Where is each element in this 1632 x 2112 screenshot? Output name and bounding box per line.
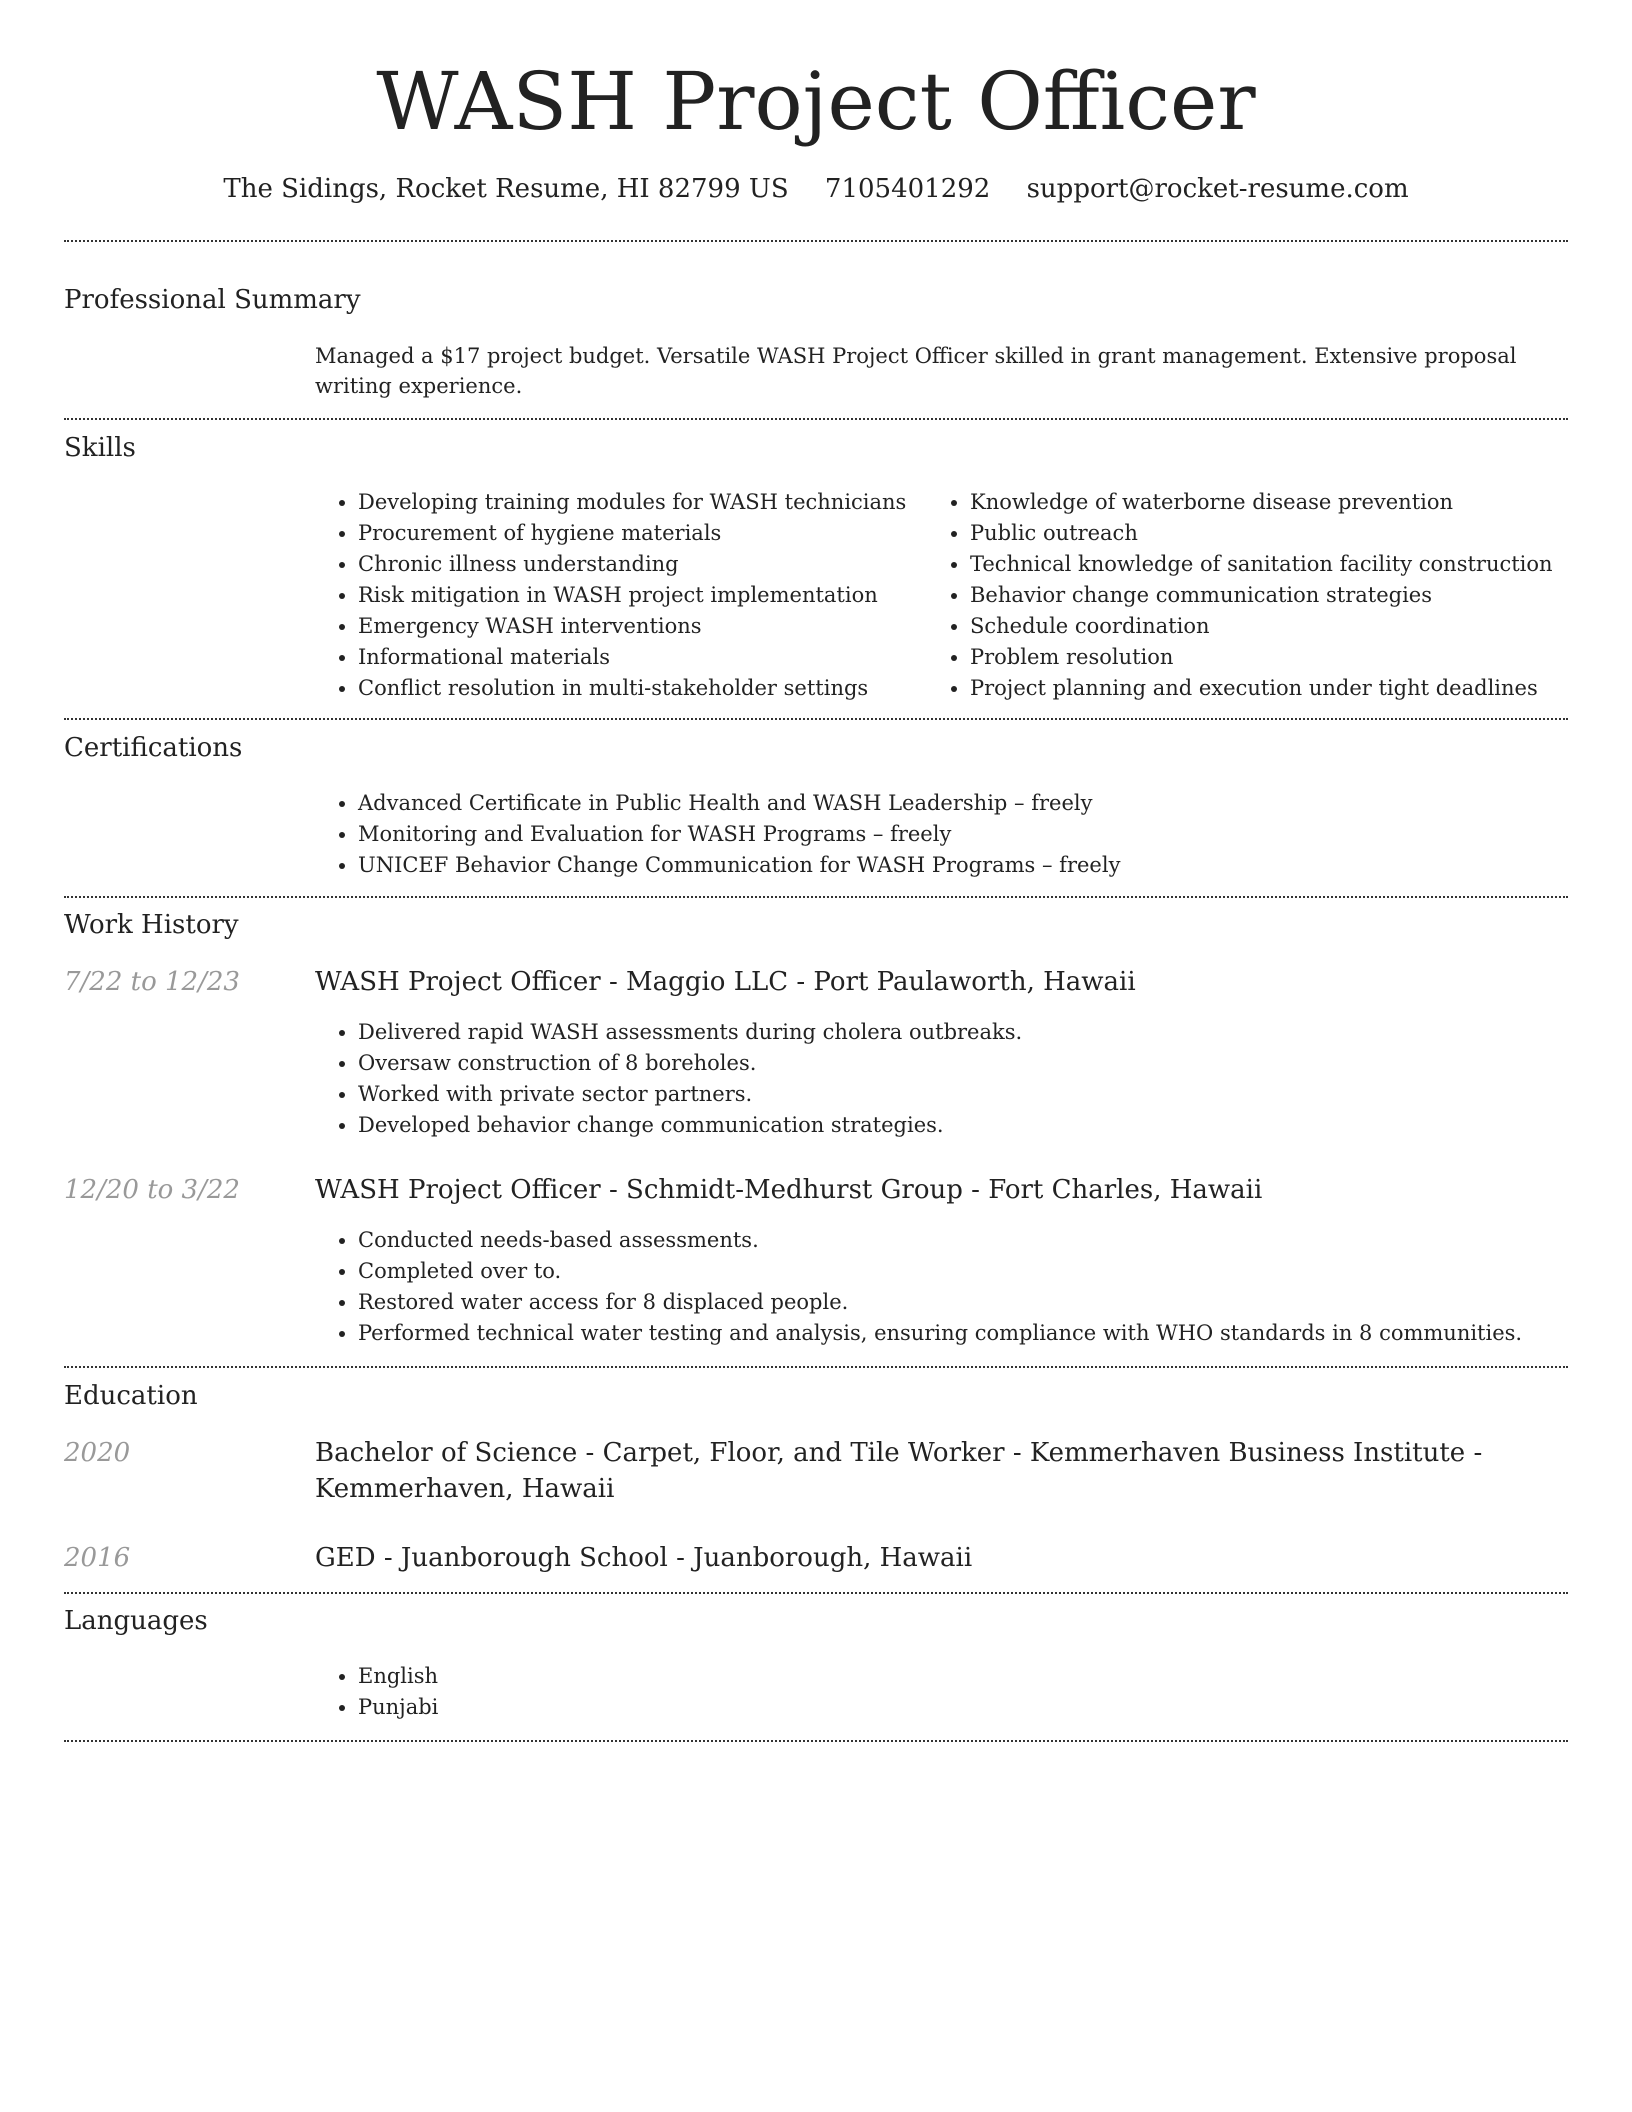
list-item: • Developing training modules for WASH technicians <box>358 487 906 518</box>
list-item: • Delivered rapid WASH assessments during cholera outbreaks. <box>358 1017 1022 1048</box>
divider <box>64 1592 1568 1594</box>
divider <box>64 418 1568 420</box>
list-item: • Behavior change communication strategies <box>970 580 1553 611</box>
skills-list-left <box>314 487 906 704</box>
education-entry: Bachelor of Science - Carpet, Floor, and Tile Worker - Kemmerhaven Business Institute - Kemmerhaven, Hawaii <box>315 1438 1483 1504</box>
list-item: • Informational materials <box>358 642 906 673</box>
section-title-languages: Languages <box>64 1606 208 1636</box>
education-year: 2016 <box>64 1543 131 1573</box>
list-item: • Monitoring and Evaluation for WASH Programs – freely <box>358 819 1120 850</box>
list-item: • Problem resolution <box>970 642 1553 673</box>
job-dates: 12/20 to 3/22 <box>64 1175 240 1205</box>
section-title-summary: Professional Summary <box>64 285 361 315</box>
list-item: • Risk mitigation in WASH project implementation <box>358 580 906 611</box>
list-item: • Chronic illness understanding <box>358 549 906 580</box>
list-item: • Restored water access for 8 displaced people. <box>358 1287 1522 1318</box>
list-item: • Punjabi <box>358 1692 438 1723</box>
contact-line <box>0 170 1632 208</box>
list-item: • Oversaw construction of 8 boreholes. <box>358 1048 1022 1079</box>
divider <box>64 1366 1568 1368</box>
list-item: • Procurement of hygiene materials <box>358 518 906 549</box>
list-item: • English <box>358 1661 438 1692</box>
contact-address: The Sidings, Rocket Resume, HI 82799 US <box>223 174 789 204</box>
job-bullets <box>314 1017 1022 1141</box>
list-item: • Completed over to. <box>358 1256 1522 1287</box>
education-entry: GED - Juanborough School - Juanborough, Hawaii <box>315 1543 973 1573</box>
languages-list <box>314 1661 438 1723</box>
list-item: • Knowledge of waterborne disease prevention <box>970 487 1553 518</box>
list-item: • Project planning and execution under tight deadlines <box>970 673 1553 704</box>
divider <box>64 1740 1568 1742</box>
contact-phone: 7105401292 <box>824 174 991 204</box>
list-item: • Developed behavior change communication strategies. <box>358 1110 1022 1141</box>
contact-email: support@rocket-resume.com <box>1026 174 1409 204</box>
section-title-certifications: Certifications <box>64 733 243 763</box>
divider <box>64 240 1568 242</box>
list-item: • Emergency WASH interventions <box>358 611 906 642</box>
list-item: • Conflict resolution in multi-stakeholder settings <box>358 673 906 704</box>
list-item: • UNICEF Behavior Change Communication for WASH Programs – freely <box>358 850 1120 881</box>
certifications-list <box>314 788 1120 881</box>
summary-text: Managed a $17 project budget. Versatile WASH Project Officer skilled in grant management. Extensive proposal writing experience. <box>315 344 1517 398</box>
skills-list-right <box>926 487 1553 704</box>
list-item: • Schedule coordination <box>970 611 1553 642</box>
list-item: • Advanced Certificate in Public Health and WASH Leadership – freely <box>358 788 1120 819</box>
list-item: • Public outreach <box>970 518 1553 549</box>
education-year: 2020 <box>64 1438 131 1468</box>
section-title-work-history: Work History <box>64 910 239 940</box>
divider <box>64 718 1568 720</box>
list-item: • Technical knowledge of sanitation facility construction <box>970 549 1553 580</box>
section-title-skills: Skills <box>64 433 136 463</box>
job-dates: 7/22 to 12/23 <box>64 967 240 997</box>
list-item: • Conducted needs-based assessments. <box>358 1225 1522 1256</box>
list-item: • Worked with private sector partners. <box>358 1079 1022 1110</box>
candidate-name: WASH Project Officer <box>376 55 1256 148</box>
divider <box>64 896 1568 898</box>
job-heading: WASH Project Officer - Schmidt-Medhurst Group - Fort Charles, Hawaii <box>315 1175 1263 1205</box>
job-bullets <box>314 1225 1522 1349</box>
job-heading: WASH Project Officer - Maggio LLC - Port Paulaworth, Hawaii <box>315 967 1136 997</box>
section-title-education: Education <box>64 1381 198 1411</box>
list-item: • Performed technical water testing and analysis, ensuring compliance with WHO standards in 8 communities. <box>358 1318 1522 1349</box>
